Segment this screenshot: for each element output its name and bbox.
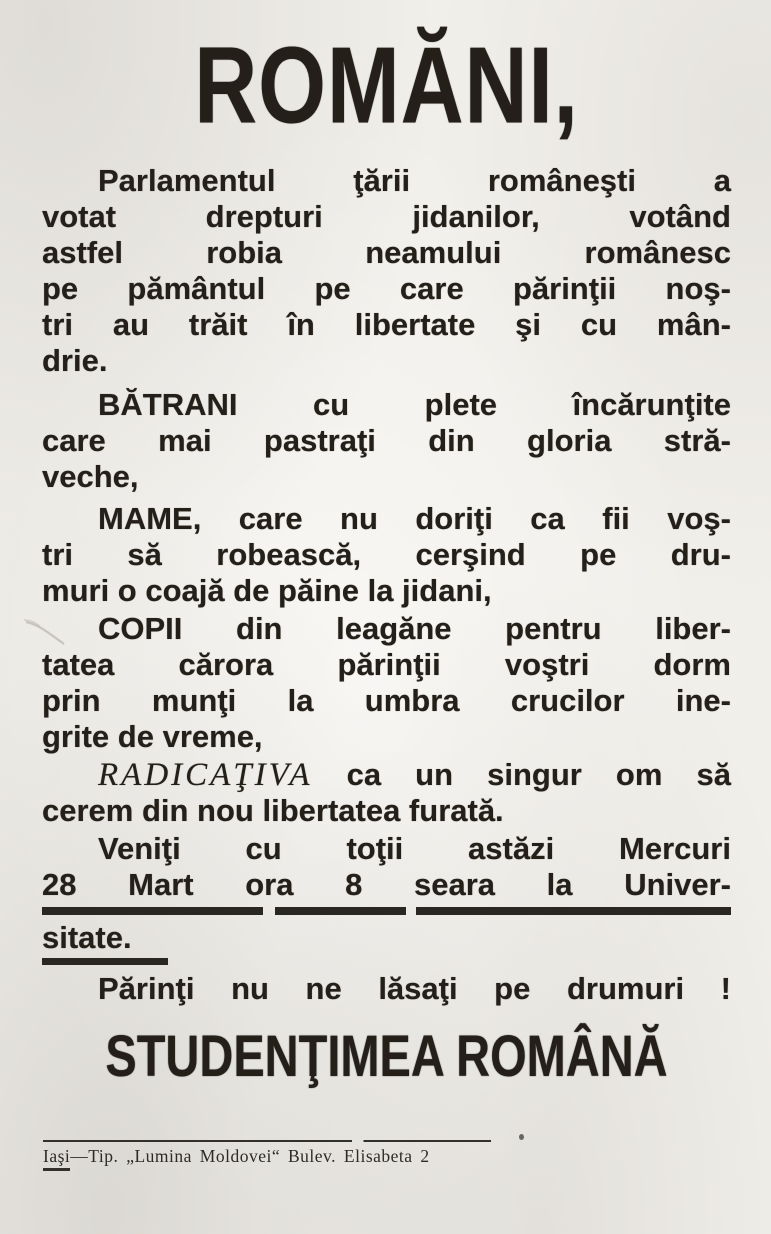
imprint-footer <box>43 1140 491 1167</box>
text-line: 28 Mart ora 8 seara la Univer- <box>42 867 731 902</box>
paragraph-parliament <box>42 163 731 379</box>
paragraph-exclamation <box>42 971 731 1007</box>
text-line: drie. <box>42 343 108 378</box>
paragraph-copii <box>42 611 731 755</box>
imprint-city: Iaşi <box>43 1146 70 1171</box>
imprint-rule <box>43 1140 491 1142</box>
text-line: grite de vreme, <box>42 719 263 754</box>
text-line: prin munţi la umbra crucilor ine- <box>42 683 731 718</box>
appeal-keyword: RADICAŢIVA <box>98 757 313 793</box>
text-line: tri să robească, cerşind pe dru- <box>42 537 731 572</box>
ink-speck <box>519 1134 524 1140</box>
text-line: pe pământul pe care părinţii noş- <box>42 271 731 306</box>
appeal-rest: ca un singur om să <box>346 757 731 792</box>
paragraph-call <box>42 831 731 965</box>
text-line: tatea cărora părinţii voştri dorm <box>42 647 731 682</box>
smudge-mark <box>20 614 76 658</box>
poster-page <box>0 23 771 1234</box>
paragraph-appeal <box>42 757 731 829</box>
text-line: veche, <box>42 459 139 494</box>
signature-heading: STUDENŢIMEA ROMÂNĂ <box>105 1022 668 1089</box>
text-line: tri au trăit în libertate şi cu mân- <box>42 307 731 342</box>
text-line <box>42 920 731 965</box>
text-line <box>42 757 731 793</box>
text-line: votat drepturi jidanilor, votând <box>42 199 731 234</box>
underlined-word: sitate. <box>42 920 168 965</box>
text-line: cerem din nou libertatea furată. <box>42 793 504 828</box>
poster-body <box>42 163 731 1007</box>
text-line: astfel robia neamului românesc <box>42 235 731 270</box>
text-line: COPII din leagăne pentru liber- <box>98 611 731 646</box>
emphasis-underline <box>42 907 731 915</box>
text-line: Veniţi cu toţii astăzi Mercuri <box>98 831 731 866</box>
paragraph-mame <box>42 501 731 609</box>
text-line: Parlamentul ţării româneşti a <box>98 163 731 198</box>
text-line: BĂTRANI cu plete încărunţite <box>98 387 731 422</box>
text-line: care mai pastraţi din gloria stră- <box>42 423 731 458</box>
text-line: Părinţi nu ne lăsaţi pe drumuri ! <box>98 971 731 1006</box>
text-line: MAME, care nu doriţi ca fii voş- <box>98 501 731 536</box>
imprint-rest: —Tip. „Lumina Moldovei“ Bulev. Elisabeta 2 <box>70 1146 430 1166</box>
poster-title: ROMĂNI, <box>194 23 579 146</box>
imprint-text <box>43 1146 491 1167</box>
text-line: muri o coajă de păine la jidani, <box>42 573 492 608</box>
paragraph-batrani <box>42 387 731 495</box>
